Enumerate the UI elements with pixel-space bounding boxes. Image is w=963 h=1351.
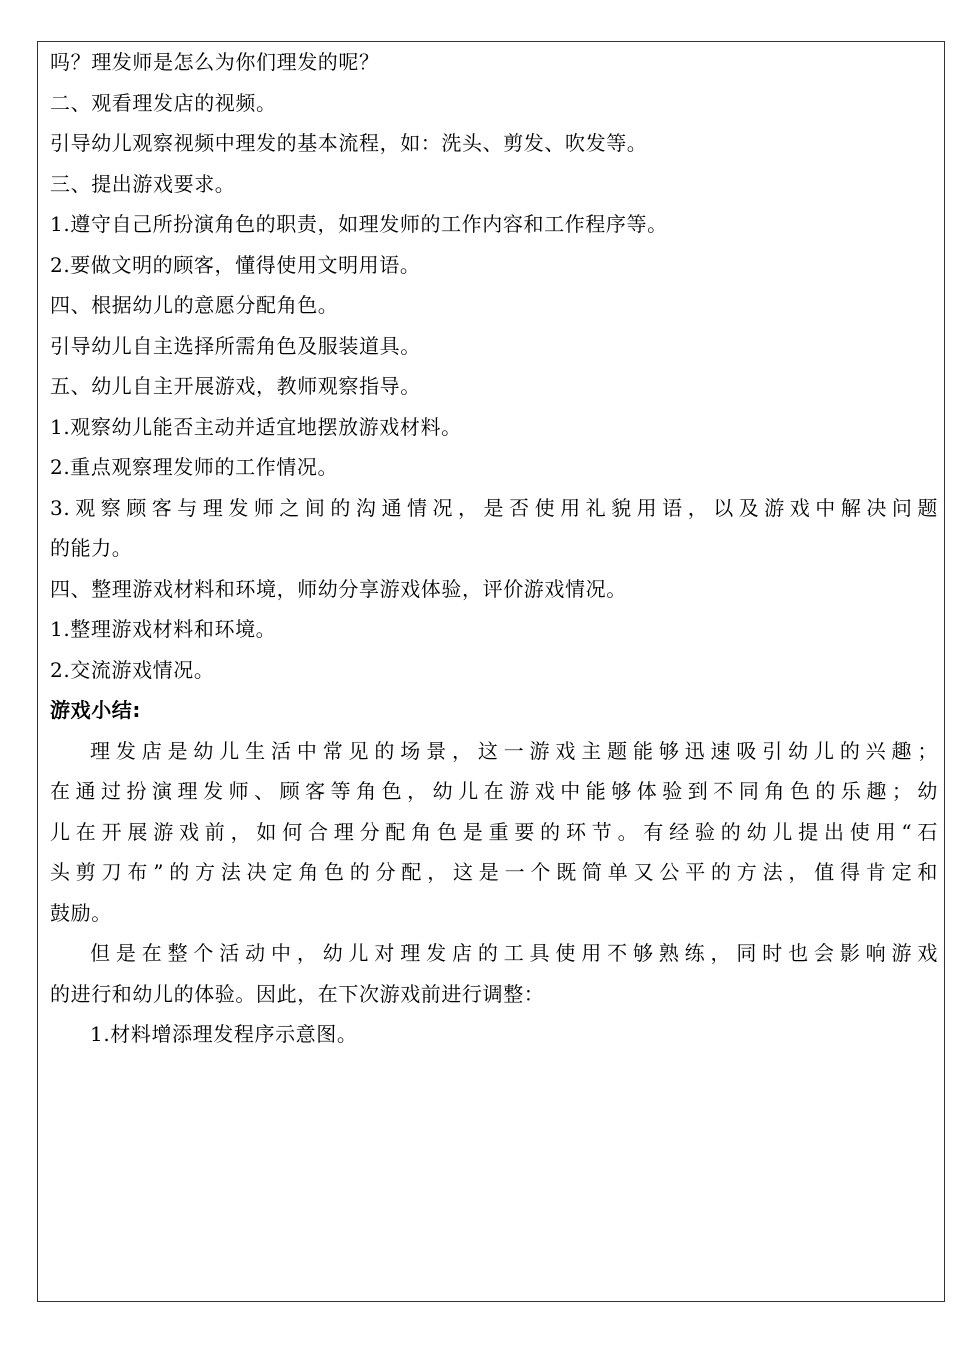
text-line: 引导幼儿自主选择所需角色及服装道具。 [50, 333, 421, 358]
section-heading: 二、观看理发店的视频。 [50, 90, 277, 115]
section-heading: 四、根据幼儿的意愿分配角色。 [50, 293, 339, 317]
summary-paragraph-line: 在通过扮演理发师、顾客等角色，幼儿在游戏中能够体验到不同角色的乐趣；幼 [50, 779, 938, 803]
list-item: 1.整理游戏材料和环境。 [50, 617, 277, 641]
document-frame [37, 41, 945, 1302]
list-item: 2.交流游戏情况。 [50, 657, 215, 682]
summary-paragraph-line: 儿在开展游戏前，如何合理分配角色是重要的环节。有经验的幼儿提出使用“石 [50, 819, 938, 844]
list-item: 2.重点观察理发师的工作情况。 [50, 455, 339, 479]
section-heading: 四、整理游戏材料和环境，师幼分享游戏体验，评价游戏情况。 [50, 576, 627, 601]
document-content [50, 42, 938, 1055]
summary-paragraph-line: 鼓励。 [50, 900, 112, 925]
list-item: 1.观察幼儿能否主动并适宜地摆放游戏材料。 [50, 414, 462, 439]
text-line: 引导幼儿观察视频中理发的基本流程，如：洗头、剪发、吹发等。 [50, 131, 648, 155]
list-item: 2.要做文明的顾客，懂得使用文明用语。 [50, 252, 421, 277]
adjustment-item: 1.材料增添理发程序示意图。 [90, 1022, 358, 1046]
list-item: 1.遵守自己所扮演角色的职责，如理发师的工作内容和工作程序等。 [50, 212, 668, 236]
list-item: 3.观察顾客与理发师之间的沟通情况，是否使用礼貌用语，以及游戏中解决问题 [50, 495, 938, 520]
summary-heading: 游戏小结: [50, 698, 141, 722]
list-item-continuation: 的能力。 [50, 536, 133, 560]
summary-paragraph-line: 但是在整个活动中，幼儿对理发店的工具使用不够熟练，同时也会影响游戏 [90, 941, 938, 965]
summary-paragraph-line: 理发店是幼儿生活中常见的场景，这一游戏主题能够迅速吸引幼儿的兴趣； [90, 738, 938, 763]
section-heading: 三、提出游戏要求。 [50, 171, 236, 196]
summary-paragraph-line: 的进行和幼儿的体验。因此，在下次游戏前进行调整： [50, 981, 545, 1006]
text-line: 吗？理发师是怎么为你们理发的呢？ [50, 50, 380, 74]
summary-paragraph-line: 头剪刀布”的方法决定角色的分配，这是一个既简单又公平的方法，值得肯定和 [50, 860, 938, 884]
section-heading: 五、幼儿自主开展游戏，教师观察指导。 [50, 374, 421, 398]
